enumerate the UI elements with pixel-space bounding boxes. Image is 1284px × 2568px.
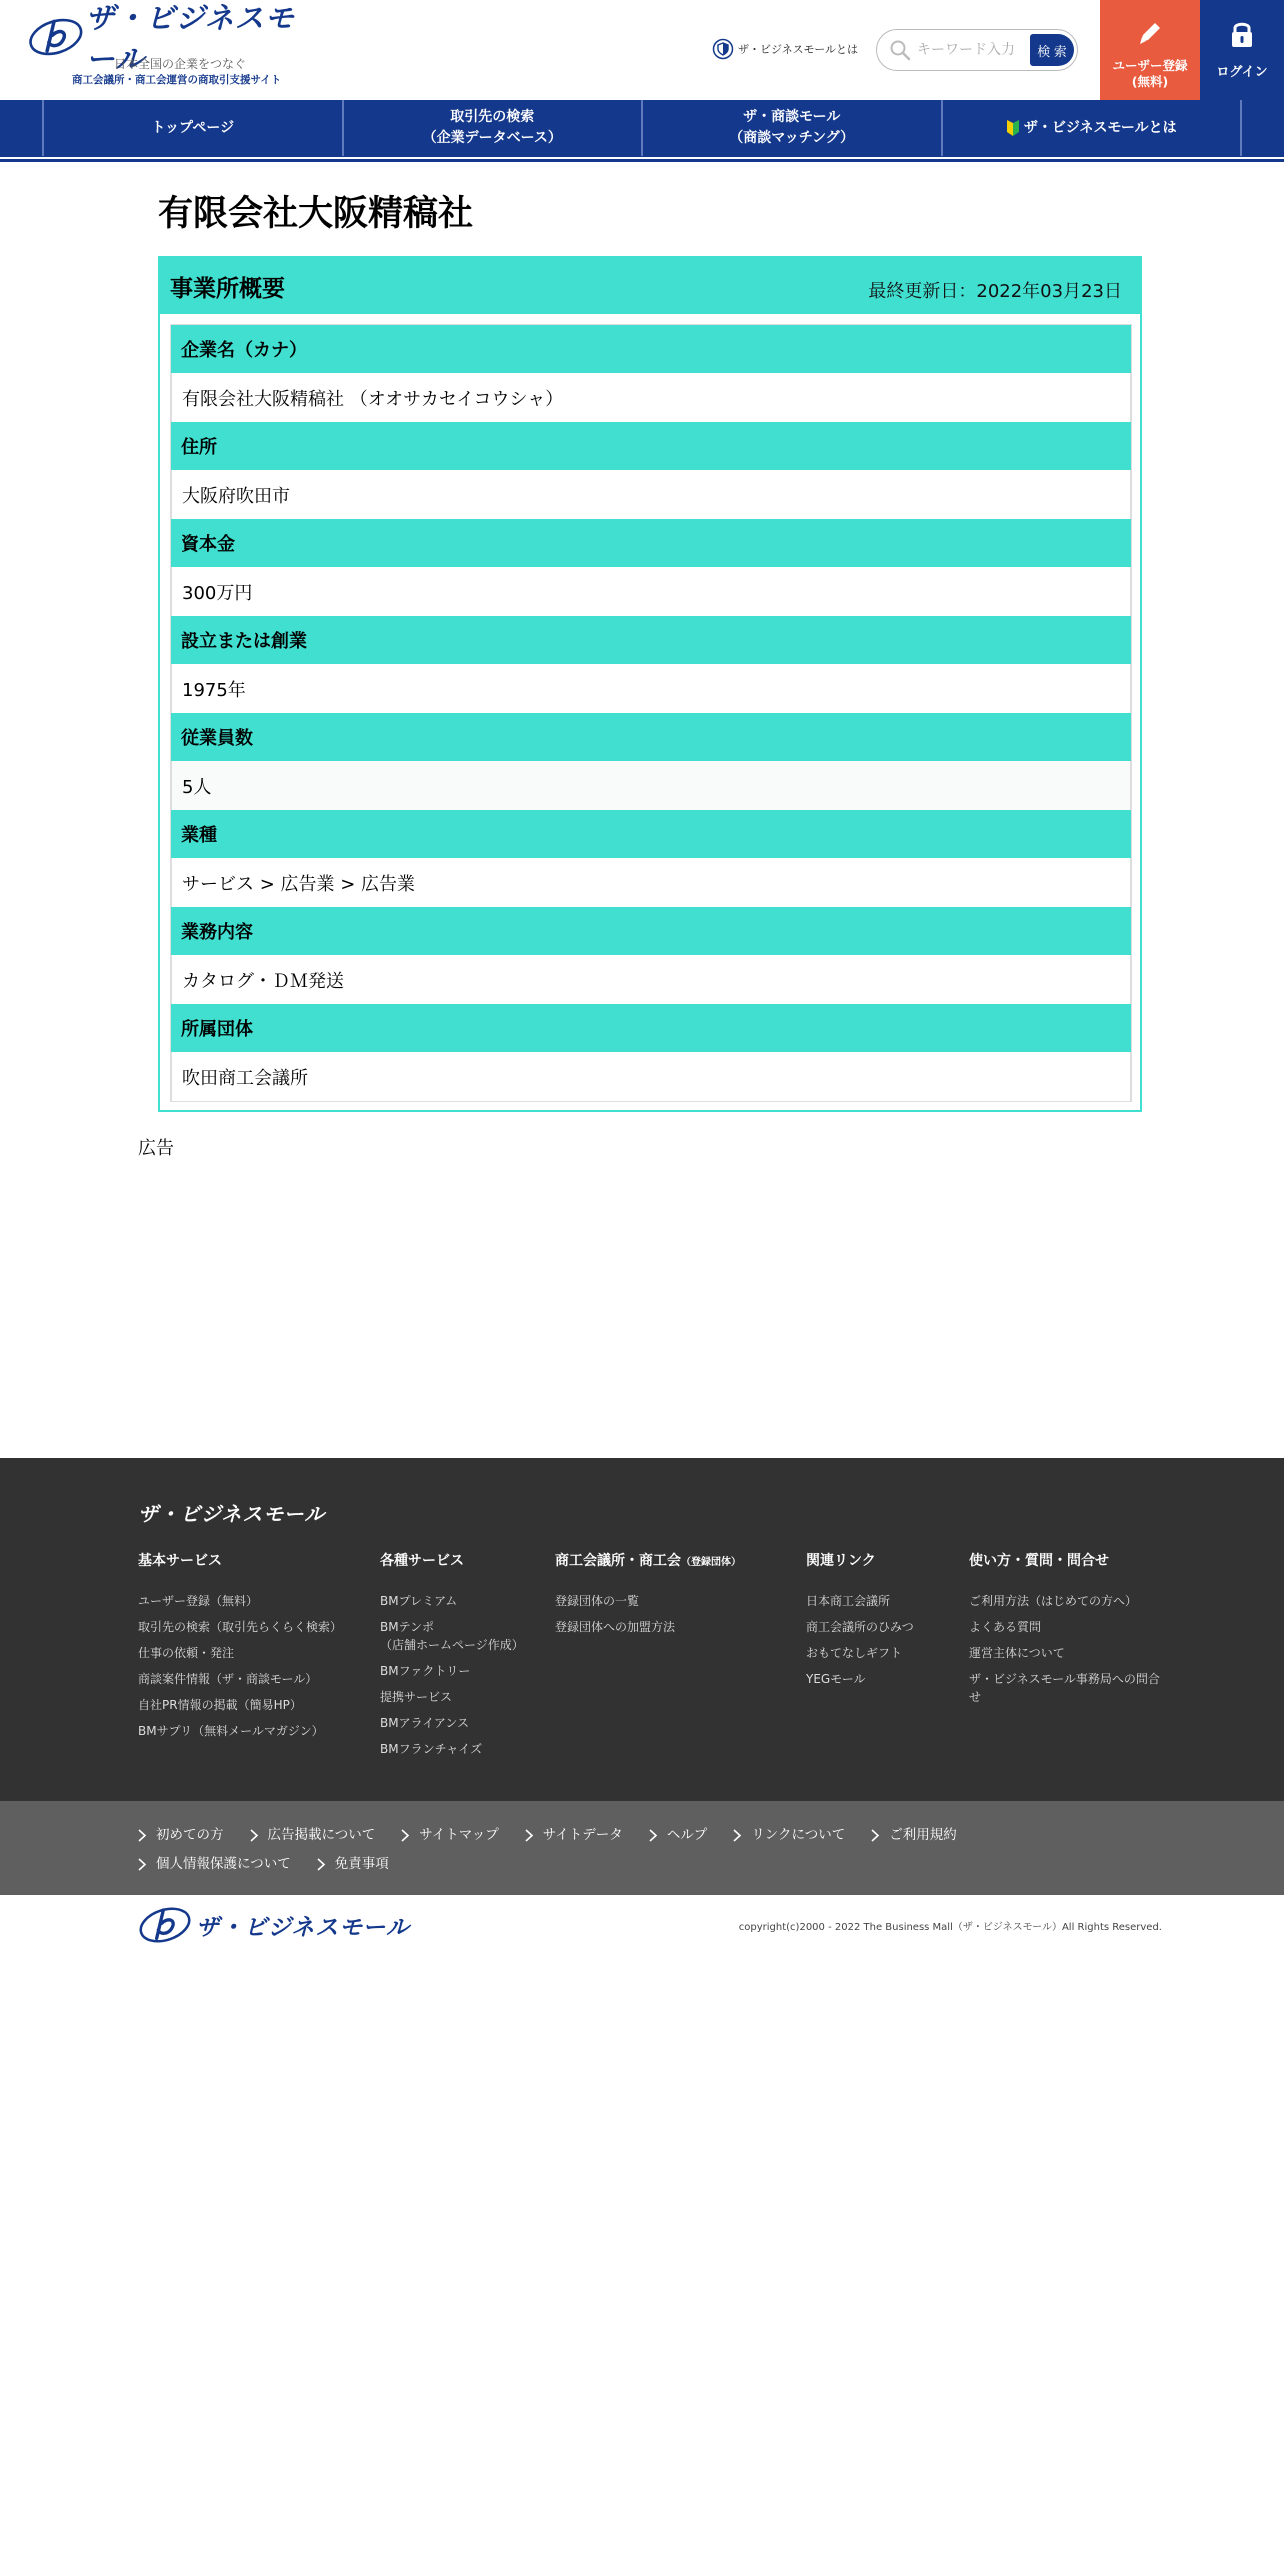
copyright: copyright(c)2000 - 2022 The Business Mall（ザ・ビジネスモール）All Rights Reserved. — [738, 1922, 1162, 1933]
overview-table — [170, 324, 1132, 1102]
nav-label: ザ・ビジネスモールとは — [1023, 119, 1177, 136]
site-logo-link[interactable] — [28, 3, 318, 92]
sublink-terms[interactable] — [871, 1821, 957, 1850]
footer-link[interactable]: 登録団体の一覧 — [555, 1594, 640, 1608]
row-value-employees: 5人 — [171, 761, 1131, 810]
register-button[interactable] — [1100, 0, 1200, 100]
sublink-label: 個人情報保護について — [156, 1856, 291, 1872]
row-value-address: 大阪府吹田市 — [171, 470, 1131, 519]
global-nav — [0, 100, 1284, 162]
login-label: ログイン — [1216, 65, 1268, 80]
footer-col-title: 各種サービス — [380, 1553, 464, 1569]
sublink-label: 広告掲載について — [267, 1827, 376, 1843]
sublink-first-time[interactable] — [138, 1821, 224, 1850]
sublink-sitedata[interactable] — [525, 1821, 623, 1850]
chevron-right-icon — [733, 1829, 742, 1842]
sublink-label: サイトマップ — [419, 1827, 499, 1843]
row-label-address: 住所 — [171, 422, 1131, 470]
footer-col-related — [806, 1550, 914, 1696]
footer-logo[interactable]: ザ・ビジネスモール — [138, 1504, 326, 1526]
nav-top-page[interactable] — [42, 100, 342, 156]
sublink-privacy[interactable] — [138, 1850, 291, 1879]
panel-title: 事業所概要 — [170, 275, 285, 302]
login-button[interactable] — [1200, 0, 1284, 100]
about-link[interactable] — [712, 38, 858, 60]
footer-link[interactable]: ご利用方法（はじめての方へ） — [969, 1594, 1138, 1608]
footer-col-title: 基本サービス — [138, 1553, 222, 1569]
row-value-founded: 1975年 — [171, 664, 1131, 713]
chevron-right-icon — [138, 1829, 147, 1842]
nav-deal-mall[interactable] — [641, 100, 941, 156]
nav-label: 取引先の検索 （企業データベース） — [422, 109, 562, 146]
row-label-business: 業務内容 — [171, 907, 1131, 955]
site-footer — [0, 1458, 1284, 1801]
row-value-kana: 有限会社大阪精稿社 （オオサカセイコウシャ） — [171, 373, 1131, 422]
footer-col-title: 使い方・質問・問合せ — [969, 1553, 1109, 1569]
footer-link[interactable]: おもてなしギフト — [806, 1646, 903, 1660]
footer-col-services — [380, 1550, 524, 1766]
footer-link[interactable]: 運営主体について — [969, 1646, 1065, 1660]
row-label-affiliation: 所属団体 — [171, 1004, 1131, 1052]
sublink-disclaimer[interactable] — [317, 1850, 389, 1879]
footer-col-basic — [138, 1550, 342, 1748]
bottom-logo-link[interactable] — [138, 1905, 410, 1945]
sublink-ads[interactable] — [250, 1821, 376, 1850]
ad-label: 広告 — [138, 1138, 174, 1159]
footer-col-title-sub: （登録団体） — [681, 1557, 741, 1568]
chevron-right-icon — [317, 1858, 326, 1871]
chevron-right-icon — [138, 1858, 147, 1871]
pencil-icon — [1135, 18, 1165, 48]
lock-icon — [1229, 19, 1255, 49]
chevron-right-icon — [401, 1829, 410, 1842]
business-mall-logo-icon — [138, 1905, 192, 1945]
sublink-sitemap[interactable] — [401, 1821, 499, 1850]
search-button[interactable]: 検 索 — [1030, 34, 1074, 66]
business-mall-logo-icon — [28, 13, 84, 61]
nav-label: トップページ — [151, 119, 235, 136]
footer-link[interactable]: BMフランチャイズ — [380, 1742, 483, 1756]
nav-label: ザ・商談モール （商談マッチング） — [729, 109, 855, 146]
nav-divider — [0, 157, 1284, 159]
footer-sublinks — [0, 1801, 1284, 1895]
sublink-label: リンクについて — [751, 1827, 846, 1843]
row-label-kana: 企業名（カナ） — [171, 325, 1131, 373]
footer-link[interactable]: 提携サービス — [380, 1690, 453, 1704]
row-label-capital: 資本金 — [171, 519, 1131, 567]
logo-text: ザ・ビジネスモール — [85, 3, 295, 76]
chevron-right-icon — [649, 1829, 658, 1842]
company-title: 有限会社大阪精稿社 — [158, 194, 474, 234]
panel-header — [160, 258, 1140, 314]
search-icon — [889, 39, 911, 61]
footer-link[interactable]: BMファクトリー — [380, 1664, 471, 1678]
footer-link[interactable]: ザ・ビジネスモール事務局への問合 せ — [969, 1672, 1160, 1704]
footer-col-help — [969, 1550, 1169, 1714]
footer-link[interactable]: 登録団体への加盟方法 — [555, 1620, 676, 1634]
row-value-affiliation: 吹田商工会議所 — [171, 1052, 1131, 1101]
footer-link[interactable]: BMサプリ（無料メールマガジン） — [138, 1724, 324, 1738]
sublink-help[interactable] — [649, 1821, 708, 1850]
row-label-employees: 従業員数 — [171, 713, 1131, 761]
footer-link[interactable]: 取引先の検索（取引先らくらく検索） — [138, 1620, 343, 1634]
footer-link[interactable]: 仕事の依頼・発注 — [138, 1646, 235, 1660]
footer-link[interactable]: 自社PR情報の掲載（簡易HP） — [138, 1698, 302, 1712]
last-updated: 最終更新日：2022年03月23日 — [868, 281, 1122, 302]
site-header — [0, 0, 1284, 100]
nav-about[interactable] — [941, 100, 1243, 156]
footer-link[interactable]: 商談案件情報（ザ・商談モール） — [138, 1672, 318, 1686]
footer-col-title — [555, 1550, 741, 1570]
sublink-label: サイトデータ — [542, 1827, 623, 1843]
footer-link[interactable]: BMテンポ （店舗ホームページ作成） — [380, 1620, 524, 1652]
bottom-bar — [0, 1895, 1284, 1955]
office-overview-panel — [158, 256, 1142, 1112]
footer-col-title-main: 商工会議所・商工会 — [555, 1553, 681, 1569]
search-box — [876, 29, 1078, 71]
sublink-label: 免責事項 — [334, 1856, 389, 1872]
row-value-business: カタログ・ＤＭ発送 — [171, 955, 1131, 1004]
row-value-industry: サービス > 広告業 > 広告業 — [171, 858, 1131, 907]
chevron-right-icon — [871, 1829, 880, 1842]
sublink-label: 初めての方 — [156, 1827, 224, 1843]
sublink-label: ご利用規約 — [889, 1827, 957, 1843]
bottom-logo-text: ザ・ビジネスモール — [196, 1913, 410, 1940]
search-input[interactable] — [917, 42, 1029, 58]
chevron-right-icon — [525, 1829, 534, 1842]
row-label-industry: 業種 — [171, 810, 1131, 858]
sublink-links[interactable] — [733, 1821, 845, 1850]
footer-col-chambers — [555, 1550, 741, 1644]
footer-link[interactable]: 商工会議所のひみつ — [806, 1620, 914, 1634]
nav-company-search[interactable] — [342, 100, 642, 156]
footer-link[interactable]: YEGモール — [806, 1672, 866, 1686]
row-label-founded: 設立または創業 — [171, 616, 1131, 664]
row-value-capital: 300万円 — [171, 567, 1131, 616]
footer-link[interactable]: よくある質問 — [969, 1620, 1042, 1634]
logo-subtagline: 商工会議所・商工会運営の商取引支援サイト — [72, 74, 282, 86]
about-link-label: ザ・ビジネスモールとは — [738, 43, 859, 56]
chevron-right-icon — [250, 1829, 259, 1842]
shield-icon — [712, 38, 734, 60]
sublink-label: ヘルプ — [666, 1827, 708, 1843]
beginner-mark-icon — [1006, 120, 1020, 136]
footer-col-title: 関連リンク — [806, 1553, 876, 1569]
footer-link[interactable]: ユーザー登録（無料） — [138, 1594, 259, 1608]
footer-link[interactable]: BMプレミアム — [380, 1594, 458, 1608]
footer-link[interactable]: 日本商工会議所 — [806, 1594, 891, 1608]
register-label: ユーザー登録 (無料) — [1112, 58, 1188, 89]
footer-link[interactable]: BMアライアンス — [380, 1716, 470, 1730]
logo-tagline: 日本全国の企業をつなぐ — [114, 57, 247, 71]
